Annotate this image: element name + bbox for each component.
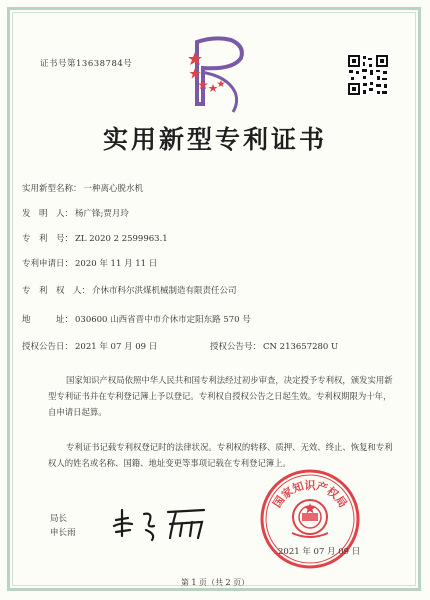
seal-date: 2021 年 07 月 09 日 (278, 547, 361, 557)
field-value: 030600 山西省晋中市介休市定阳东路 570 号 (75, 315, 251, 325)
field-value: 介休市科尔洪煤机械制造有限责任公司 (92, 286, 237, 296)
certificate-title: 实用新型专利证书 (102, 125, 327, 154)
field-grant-date (22, 340, 157, 352)
certificate-number: 证书号第13638784号 (40, 59, 133, 69)
field-patent-holder (22, 284, 237, 296)
field-label: 专利申请日： (22, 259, 74, 269)
field-label: 授权公告号： (210, 342, 262, 352)
field-value: 一种离心脱水机 (83, 184, 144, 194)
paragraph-grant-decision: 国家知识产权局依照中华人民共和国专利法经过初步审查，决定授予专利权，颁发实用新型专利证书并在专利登记簿上予以登记。专利权自授权公告之日起生效。专利权期限为十年，自申请日起算。 (48, 375, 393, 417)
director-name: 申长雨 (50, 528, 76, 538)
field-value: ZL 2020 2 2599963.1 (75, 234, 168, 244)
field-address (22, 313, 251, 325)
field-label: 授权公告日： (22, 342, 74, 352)
field-value: 2021 年 07 月 09 日 (75, 342, 158, 352)
field-value: CN 213657280 U (263, 342, 339, 352)
field-inventor (22, 207, 129, 219)
field-label: 发 明 人： (22, 209, 74, 219)
field-value: 2020 年 11 月 11 日 (75, 259, 158, 269)
field-grant-number (210, 340, 338, 352)
field-value: 杨广锋;贾月玲 (75, 209, 129, 219)
field-patent-number (22, 232, 168, 244)
paragraph-legal-status: 专利证书记载专利权登记时的法律状况。专利权的转移、质押、无效、终止、恢复和专利权人的姓名或名称、国籍、地址变更等事项记载在专利登记簿上。 (48, 442, 393, 468)
director-title: 局长 (50, 514, 68, 524)
seal-text: 国家知识产权局 (270, 479, 350, 511)
cnipa-logo (185, 32, 253, 114)
field-label: 地 址： (22, 315, 74, 325)
field-label: 专 利 权 人： (22, 286, 91, 296)
field-label: 专 利 号： (22, 234, 74, 244)
qr-code-icon (347, 54, 389, 96)
field-utility-model-name (22, 182, 143, 194)
page-footer: 第 1 页（共 2 页） (180, 578, 250, 587)
field-label: 实用新型名称： (22, 184, 82, 194)
field-filing-date (22, 257, 157, 269)
director-signature (106, 500, 216, 546)
